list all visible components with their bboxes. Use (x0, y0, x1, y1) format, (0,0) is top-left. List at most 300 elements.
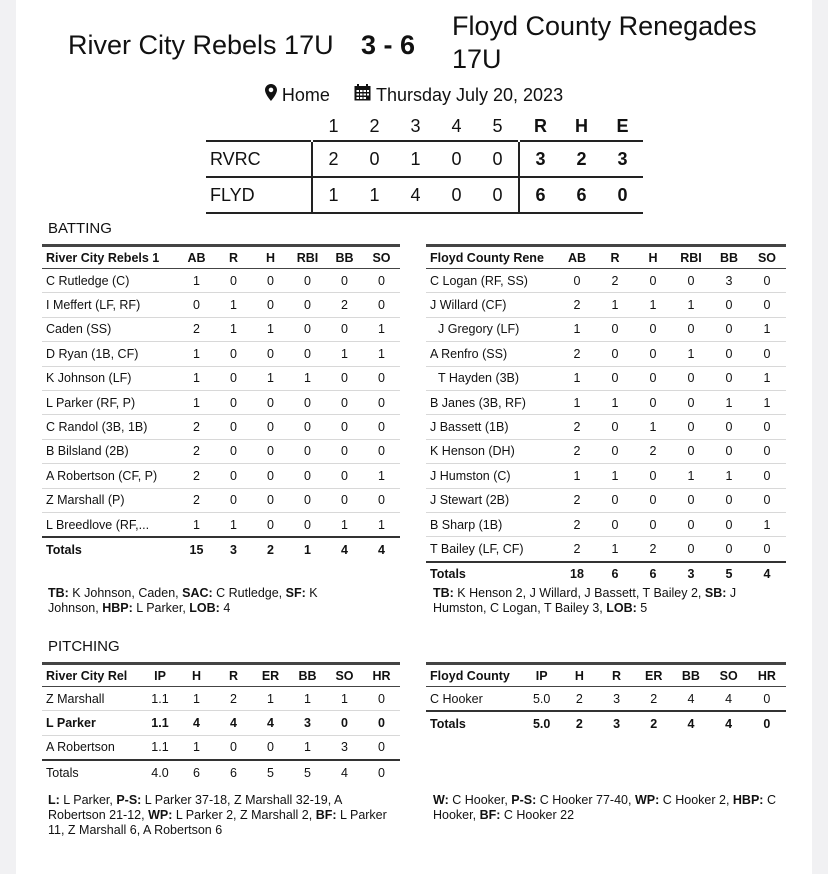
stat-value: 1 (215, 317, 252, 341)
stat-value: 0 (672, 317, 710, 341)
stat-value: 0 (672, 488, 710, 512)
inning-header: 1 (328, 115, 339, 136)
totals-value: 0 (363, 760, 400, 784)
player-name: L Breedlove (RF,... (42, 512, 178, 537)
stat-column-header: BB (710, 246, 748, 269)
stat-value: 0 (748, 415, 786, 439)
inning-header: 5 (492, 115, 503, 136)
stat-column-header: H (561, 664, 598, 687)
player-name: B Janes (3B, RF) (426, 390, 558, 414)
note-value: 4 (219, 601, 231, 615)
pitcher-row (42, 711, 400, 735)
totals-value: 6 (634, 562, 672, 586)
stat-value: 0 (326, 415, 363, 439)
stat-value: 0 (252, 269, 289, 293)
stat-value: 0 (748, 537, 786, 562)
table-header-row (42, 246, 400, 269)
player-name: A Robertson (42, 735, 142, 760)
final-score: 3 - 6 (361, 30, 416, 60)
line-score (206, 112, 643, 214)
stat-column-header: R (215, 246, 252, 269)
stat-value: 2 (634, 439, 672, 463)
totals-value: 5.0 (523, 711, 561, 735)
player-name: L Parker (42, 711, 142, 735)
note-label: SAC: (182, 586, 213, 600)
player-name: J Bassett (1B) (426, 415, 558, 439)
stat-value: 2 (215, 687, 252, 711)
note-label: HBP: (732, 793, 764, 807)
stat-value: 1 (252, 687, 289, 711)
stat-value: 1 (326, 687, 363, 711)
note-value: C Rutledge, (212, 586, 286, 600)
player-name: C Rutledge (C) (42, 269, 178, 293)
stat-column-header: HR (363, 664, 400, 687)
player-name: C Hooker (426, 687, 523, 712)
note-label: BF: (479, 808, 501, 822)
stat-value: 3 (289, 711, 326, 735)
stat-value: 1 (596, 293, 634, 317)
player-name: Z Marshall (42, 687, 142, 711)
stat-value: 1 (634, 293, 672, 317)
stat-column-header: SO (710, 664, 748, 687)
player-name: L Parker (RF, P) (42, 390, 178, 414)
player-name: T Bailey (LF, CF) (426, 537, 558, 562)
stat-value: 0 (672, 512, 710, 536)
stat-value: 0 (252, 735, 289, 760)
totals-value: 2 (635, 711, 672, 735)
player-name: T Hayden (3B) (426, 366, 558, 390)
batter-row (42, 488, 400, 512)
stat-value: 2 (558, 439, 596, 463)
totals-label: Totals (426, 711, 523, 735)
stat-value: 0 (363, 488, 400, 512)
stat-value: 0 (634, 488, 672, 512)
batting-section-title: BATTING (48, 220, 112, 237)
inning-score: 0 (436, 141, 477, 177)
stat-column-header: AB (178, 246, 215, 269)
stat-value: 0 (252, 342, 289, 366)
pitcher-row (42, 687, 400, 711)
stat-value: 0 (672, 439, 710, 463)
stat-value: 1 (672, 342, 710, 366)
stat-value: 0 (710, 439, 748, 463)
batter-row (42, 293, 400, 317)
inning-score: 4 (395, 177, 436, 213)
stat-column-header: H (252, 246, 289, 269)
stat-value: 4 (215, 711, 252, 735)
stat-value: 0 (634, 512, 672, 536)
line-score-team: RVRC (206, 141, 312, 177)
stat-value: 0 (748, 342, 786, 366)
note-label: WP: (634, 793, 660, 807)
stat-value: 0 (710, 537, 748, 562)
errors-total: 0 (602, 177, 643, 213)
inning-header: 3 (410, 115, 421, 136)
stat-column-header: HR (748, 664, 786, 687)
stat-value: 1 (289, 735, 326, 760)
stat-value: 0 (672, 269, 710, 293)
batter-row (426, 342, 786, 366)
stat-value: 0 (672, 537, 710, 562)
stat-value: 0 (252, 488, 289, 512)
box-score-sheet (16, 0, 812, 874)
note-label: L: (48, 793, 60, 807)
batter-row (426, 537, 786, 562)
table-header-row (42, 664, 400, 687)
batter-row (42, 439, 400, 463)
stat-value: 0 (289, 415, 326, 439)
stat-value: 1.1 (142, 711, 178, 735)
batter-row (426, 366, 786, 390)
note-label: LOB: (606, 601, 637, 615)
note-label: BF: (315, 808, 337, 822)
stat-value: 1 (596, 464, 634, 488)
stat-value: 2 (178, 317, 215, 341)
stat-value: 0 (178, 293, 215, 317)
stat-value: 4 (672, 687, 709, 712)
batter-row (426, 488, 786, 512)
stat-value: 0 (634, 390, 672, 414)
stat-value: 0 (289, 488, 326, 512)
stat-value: 0 (326, 464, 363, 488)
stat-value: 1 (558, 390, 596, 414)
stat-value: 2 (558, 415, 596, 439)
stat-value: 0 (634, 366, 672, 390)
batter-row (42, 512, 400, 537)
note-value: K Henson 2, J Willard, J Bassett, T Bailey 2, (453, 586, 705, 600)
stat-value: 0 (596, 415, 634, 439)
map-pin-icon (265, 84, 277, 106)
totals-label: Totals (426, 562, 558, 586)
game-date: Thursday July 20, 2023 (375, 84, 564, 105)
stat-value: 0 (634, 464, 672, 488)
stat-value: 0 (363, 415, 400, 439)
stat-value: 0 (748, 464, 786, 488)
player-name: B Bilsland (2B) (42, 439, 178, 463)
note-label: WP: (148, 808, 173, 822)
stat-value: 1 (289, 366, 326, 390)
stat-value: 0 (215, 342, 252, 366)
batter-row (426, 439, 786, 463)
stat-value: 0 (326, 439, 363, 463)
errors-total: 3 (602, 141, 643, 177)
note-label: TB: (48, 586, 69, 600)
stat-column-header: IP (523, 664, 561, 687)
stat-value: 0 (326, 269, 363, 293)
stat-value: 0 (710, 342, 748, 366)
stat-column-header: SO (748, 246, 786, 269)
totals-value: 15 (178, 537, 215, 561)
batter-row (426, 317, 786, 341)
stat-value: 2 (558, 488, 596, 512)
totals-value: 6 (215, 760, 252, 784)
stat-value: 4 (252, 711, 289, 735)
batter-row (42, 317, 400, 341)
stat-value: 0 (289, 512, 326, 537)
stat-value: 0 (634, 317, 672, 341)
player-name: Caden (SS) (42, 317, 178, 341)
stat-value: 1 (672, 464, 710, 488)
totals-row (426, 562, 786, 586)
stat-value: 0 (363, 390, 400, 414)
stat-value: 1 (748, 317, 786, 341)
stat-value: 1 (672, 293, 710, 317)
inning-header: 4 (451, 115, 462, 136)
stat-value: 0 (252, 512, 289, 537)
totals-row (42, 537, 400, 561)
player-name: I Meffert (LF, RF) (42, 293, 178, 317)
stat-value: 0 (596, 317, 634, 341)
stat-column-header: IP (142, 664, 178, 687)
stat-value: 0 (289, 342, 326, 366)
stat-value: 2 (635, 687, 672, 712)
batting-table-home (426, 244, 786, 586)
stat-column-header: R (598, 664, 635, 687)
stat-value: 0 (634, 342, 672, 366)
stat-value: 1 (215, 293, 252, 317)
pitcher-row (426, 687, 786, 712)
totals-value: 4 (748, 562, 786, 586)
stat-column-header: R (596, 246, 634, 269)
stat-value: 0 (289, 269, 326, 293)
note-value: 5 (636, 601, 648, 615)
stat-value: 1 (710, 464, 748, 488)
stat-value: 1.1 (142, 687, 178, 711)
player-name: Z Marshall (P) (42, 488, 178, 512)
hits-header: H (575, 115, 588, 136)
stat-value: 0 (710, 512, 748, 536)
stat-value: 0 (596, 342, 634, 366)
totals-value: 5 (252, 760, 289, 784)
stat-column-header: RBI (672, 246, 710, 269)
note-value: C Hooker, (448, 793, 512, 807)
totals-value: 3 (672, 562, 710, 586)
stat-value: 1 (710, 390, 748, 414)
stat-value: 0 (634, 269, 672, 293)
stat-column-header: RBI (289, 246, 326, 269)
stat-value: 0 (215, 735, 252, 760)
stat-value: 1 (178, 342, 215, 366)
stat-column-header: H (178, 664, 215, 687)
note-value: K Johnson, (48, 586, 318, 615)
pitcher-row (42, 735, 400, 760)
stat-value: 1 (558, 317, 596, 341)
note-label: LOB: (189, 601, 220, 615)
stat-value: 0 (326, 390, 363, 414)
player-name: J Humston (C) (426, 464, 558, 488)
batting-notes-home (433, 586, 783, 616)
totals-value: 4 (710, 711, 748, 735)
stat-value: 1 (252, 317, 289, 341)
stat-value: 0 (710, 415, 748, 439)
note-label: P-S: (116, 793, 142, 807)
batter-row (42, 415, 400, 439)
stat-value: 1 (326, 342, 363, 366)
player-name: K Johnson (LF) (42, 366, 178, 390)
pitching-section-title: PITCHING (48, 638, 120, 655)
pitching-notes-away (48, 793, 388, 838)
stat-value: 0 (748, 293, 786, 317)
stat-value: 0 (289, 464, 326, 488)
stat-value: 0 (710, 488, 748, 512)
totals-value: 6 (596, 562, 634, 586)
player-name: J Stewart (2B) (426, 488, 558, 512)
totals-value: 4 (326, 537, 363, 561)
stat-value: 2 (634, 537, 672, 562)
totals-value: 3 (598, 711, 635, 735)
stat-value: 0 (215, 390, 252, 414)
stat-value: 0 (596, 366, 634, 390)
stat-value: 3 (598, 687, 635, 712)
stat-value: 3 (326, 735, 363, 760)
stat-value: 1 (748, 512, 786, 536)
stat-column-header: ER (635, 664, 672, 687)
stat-value: 0 (289, 390, 326, 414)
stat-column-header: BB (326, 246, 363, 269)
line-score-row-away (206, 141, 643, 177)
batting-table-away (42, 244, 400, 562)
note-value: J Humston, C Logan, T Bailey 3, (433, 586, 737, 615)
home-team-name: Floyd County Renegades 17U (452, 11, 757, 74)
stat-value: 0 (326, 488, 363, 512)
runs-total: 3 (519, 141, 561, 177)
stat-value: 1 (363, 342, 400, 366)
totals-value: 18 (558, 562, 596, 586)
stat-value: 1 (596, 390, 634, 414)
hits-total: 2 (561, 141, 602, 177)
batting-notes-away (48, 586, 368, 616)
stat-value: 0 (363, 439, 400, 463)
hits-total: 6 (561, 177, 602, 213)
stat-value: 4 (178, 711, 215, 735)
note-value: L Parker, (132, 601, 190, 615)
stat-value: 1 (596, 537, 634, 562)
game-header (16, 10, 812, 80)
stat-value: 0 (215, 439, 252, 463)
stat-value: 1 (178, 735, 215, 760)
stat-value: 2 (178, 488, 215, 512)
stat-value: 0 (558, 269, 596, 293)
pitching-notes-home (433, 793, 783, 823)
inning-score: 0 (354, 141, 395, 177)
stat-value: 0 (289, 293, 326, 317)
stat-value: 0 (326, 317, 363, 341)
stat-value: 0 (596, 512, 634, 536)
player-name: A Renfro (SS) (426, 342, 558, 366)
note-label: SB: (704, 586, 727, 600)
batter-row (426, 464, 786, 488)
pitching-table-home (426, 662, 786, 736)
pitching-table-away (42, 662, 400, 785)
stat-value: 0 (326, 711, 363, 735)
stat-value: 2 (558, 293, 596, 317)
stat-value: 2 (596, 269, 634, 293)
stat-column-header: ER (252, 664, 289, 687)
stat-value: 4 (710, 687, 748, 712)
stat-value: 0 (363, 366, 400, 390)
stat-value: 0 (363, 687, 400, 711)
stat-column-header: SO (326, 664, 363, 687)
stat-column-header: BB (672, 664, 709, 687)
totals-value: 4.0 (142, 760, 178, 784)
batter-row (426, 390, 786, 414)
player-name: J Gregory (LF) (426, 317, 558, 341)
team-column-header: Floyd County Rene (426, 246, 558, 269)
totals-row (42, 760, 400, 784)
note-value: C Hooker 2, (659, 793, 733, 807)
note-label: P-S: (511, 793, 537, 807)
stat-value: 0 (596, 439, 634, 463)
player-name: J Willard (CF) (426, 293, 558, 317)
stat-value: 1 (178, 687, 215, 711)
stat-value: 0 (710, 293, 748, 317)
stat-value: 0 (363, 269, 400, 293)
player-name: K Henson (DH) (426, 439, 558, 463)
batter-row (426, 293, 786, 317)
stat-value: 2 (558, 537, 596, 562)
totals-value: 4 (363, 537, 400, 561)
stat-value: 1 (748, 366, 786, 390)
inning-score: 2 (312, 141, 354, 177)
stat-value: 0 (215, 488, 252, 512)
note-value: C Hooker 22 (500, 808, 575, 822)
stat-value: 0 (326, 366, 363, 390)
stat-column-header: R (215, 664, 252, 687)
table-header-row (426, 664, 786, 687)
note-label: SF: (285, 586, 306, 600)
stat-value: 1 (558, 366, 596, 390)
runs-header: R (534, 115, 547, 136)
stat-value: 1.1 (142, 735, 178, 760)
stat-value: 0 (710, 317, 748, 341)
stat-value: 0 (252, 390, 289, 414)
stat-value: 1 (326, 512, 363, 537)
totals-value: 0 (748, 711, 786, 735)
stat-value: 1 (363, 464, 400, 488)
inning-score: 0 (477, 177, 519, 213)
player-name: A Robertson (CF, P) (42, 464, 178, 488)
stat-value: 0 (363, 735, 400, 760)
totals-label: Totals (42, 537, 178, 561)
inning-score: 0 (436, 177, 477, 213)
player-name: C Logan (RF, SS) (426, 269, 558, 293)
stat-value: 2 (178, 415, 215, 439)
team-column-header: River City Rebels 1 (42, 246, 178, 269)
stat-value: 1 (558, 464, 596, 488)
table-header-row (426, 246, 786, 269)
team-column-header: River City Rel (42, 664, 142, 687)
stat-value: 0 (252, 439, 289, 463)
batter-row (426, 512, 786, 536)
stat-column-header: AB (558, 246, 596, 269)
inning-header: 2 (369, 115, 380, 136)
stat-value: 1 (178, 390, 215, 414)
team-column-header: Floyd County (426, 664, 523, 687)
player-name: D Ryan (1B, CF) (42, 342, 178, 366)
stat-value: 2 (561, 687, 598, 712)
game-meta (16, 84, 812, 106)
totals-value: 5 (289, 760, 326, 784)
stat-value: 2 (326, 293, 363, 317)
note-value: C Hooker 77-40, (536, 793, 635, 807)
stat-value: 1 (215, 512, 252, 537)
batter-row (426, 415, 786, 439)
totals-value: 1 (289, 537, 326, 561)
stat-value: 0 (748, 687, 786, 712)
batter-row (42, 390, 400, 414)
stat-value: 2 (558, 342, 596, 366)
totals-row (426, 711, 786, 735)
